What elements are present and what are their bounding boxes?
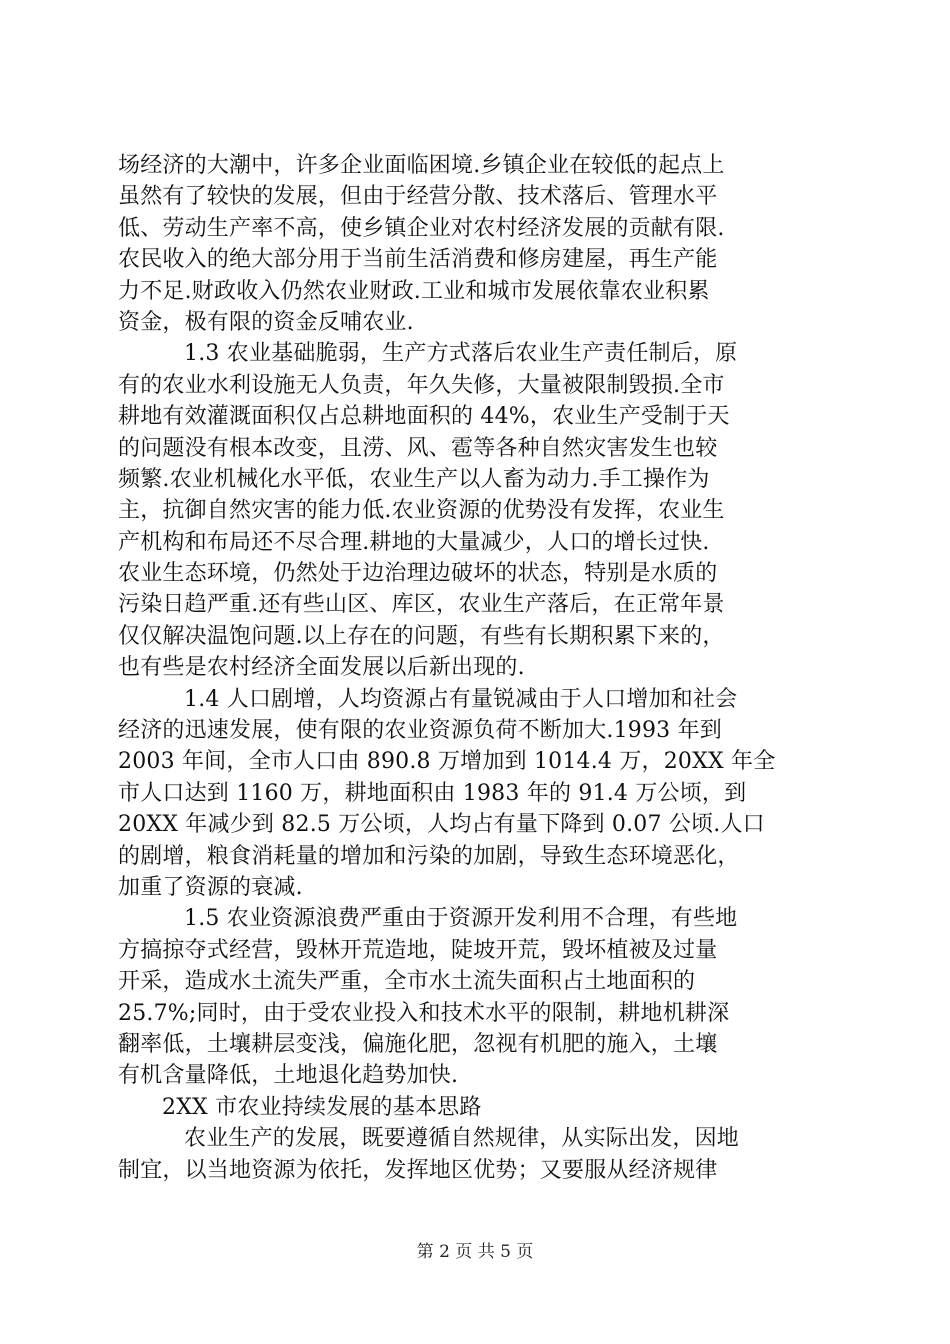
text-line: 开采，造成水土流失严重，全市水土流失面积占土地面积的	[118, 969, 696, 995]
text-line: 也有些是农村经济全面发展以后新出现的.	[118, 655, 525, 681]
section-heading-1-5: 1.5 农业资源浪费严重由于资源开发利用不合理，有些地	[184, 906, 738, 932]
text-line: 农业生产的发展，既要遵循自然规律，从实际出发，因地	[184, 1126, 740, 1152]
text-line: 的问题没有根本改变，且涝、风、雹等各种自然灾害发生也较	[118, 435, 718, 461]
text-line: 力不足.财政收入仍然农业财政.工业和城市发展依靠农业积累	[118, 278, 710, 304]
text-line: 农民收入的绝大部分用于当前生活消费和修房建屋，再生产能	[118, 247, 718, 273]
text-line: 经济的迅速发展，使有限的农业资源负荷不断加大.1993 年到	[118, 718, 722, 744]
section-heading-1-4: 1.4 人口剧增，人均资源占有量锐减由于人口增加和社会	[184, 686, 738, 712]
text-line: 农业生态环境，仍然处于边治理边破坏的状态，特别是水质的	[118, 561, 718, 587]
text-line: 20XX 年减少到 82.5 万公顷，人均占有量下降到 0.07 公顷.人口	[118, 812, 765, 838]
body-text	[118, 150, 838, 1186]
text-line: 资金，极有限的资金反哺农业.	[118, 309, 414, 335]
text-line: 市人口达到 1160 万，耕地面积由 1983 年的 91.4 万公顷，到	[118, 780, 747, 806]
text-line: 场经济的大潮中，许多企业面临困境.乡镇企业在较低的起点上	[118, 153, 725, 178]
text-line: 翻率低，土壤耕层变浅，偏施化肥，忽视有机肥的施入，土壤	[118, 1031, 718, 1057]
section-heading-2: 2XX 市农业持续发展的基本思路	[162, 1094, 482, 1120]
text-line: 虽然有了较快的发展，但由于经营分散、技术落后、管理水平	[118, 184, 718, 210]
text-line: 方搞掠夺式经营，毁林开荒造地，陡坡开荒，毁坏植被及过量	[118, 937, 718, 963]
text-line: 耕地有效灌溉面积仅占总耕地面积的 44%，农业生产受制于天	[118, 404, 730, 430]
text-line: 的剧增，粮食消耗量的增加和污染的加剧，导致生态环境恶化，	[118, 843, 740, 869]
text-line: 2003 年间，全市人口由 890.8 万增加到 1014.4 万，20XX 年全	[118, 749, 776, 775]
page-number-footer: 第 2 页 共 5 页	[416, 1242, 534, 1262]
text-line: 25.7%;同时，由于受农业投入和技术水平的限制，耕地机耕深	[118, 1000, 730, 1026]
text-line: 产机构和布局还不尽合理.耕地的大量减少，人口的增长过快.	[118, 529, 710, 555]
text-line: 频繁.农业机械化水平低，农业生产以人畜为动力.手工操作为	[118, 466, 710, 492]
text-line: 制宜，以当地资源为依托，发挥地区优势；又要服从经济规律	[118, 1157, 718, 1183]
text-line: 加重了资源的衰减.	[118, 874, 303, 900]
section-heading-1-3: 1.3 农业基础脆弱，生产方式落后农业生产责任制后，原	[184, 341, 738, 367]
text-line: 低、劳动生产率不高，使乡镇企业对农村经济发展的贡献有限.	[118, 215, 725, 241]
text-line: 有的农业水利设施无人负责，年久失修，大量被限制毁损.全市	[118, 372, 725, 398]
text-line: 有机含量降低，土地退化趋势加快.	[118, 1063, 459, 1089]
text-line: 主，抗御自然灾害的能力低.农业资源的优势没有发挥，农业生	[118, 498, 725, 524]
text-line: 污染日趋严重.还有些山区、库区，农业生产落后，在正常年景	[118, 592, 725, 618]
text-line: 仅仅解决温饱问题.以上存在的问题，有些有长期积累下来的，	[118, 623, 725, 649]
